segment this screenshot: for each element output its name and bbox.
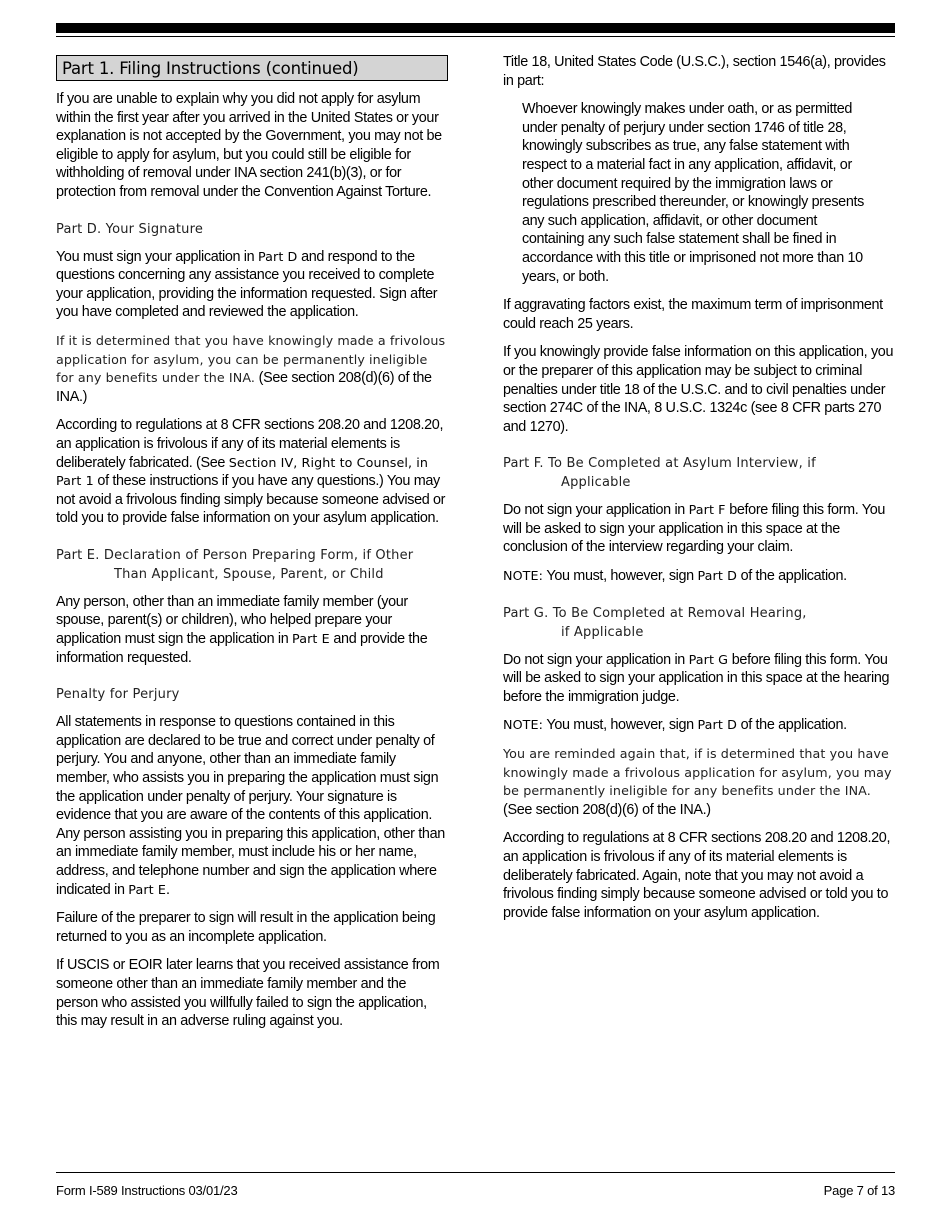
text-run: and provide the information requested. (56, 631, 428, 666)
text-run: Do not sign your application in (503, 502, 689, 519)
part-ref: Part G (688, 651, 729, 667)
header-rule-thin (56, 36, 895, 37)
section-ref: Section IV, Right to Counsel, in Part 1 (56, 454, 429, 489)
frivolous-warning-paragraph (56, 332, 448, 406)
part-ref: Part E (128, 881, 166, 897)
text-run: All statements in response to questions contained in this application are declared to be true and correct under penalty of perjury. You and anyone, other than an immediate family member, who assists you in preparing the application must sign the application under penalty of perjury. Your signature is evidence that you are aware of the contents of this application. Any person assisting you in preparing this application, other than an immediate family member, must include his or her name, address, and telephone number and sign the application where indicated in (56, 714, 445, 898)
header-rule-thick (56, 23, 895, 33)
part-ref: Part F (688, 502, 726, 518)
perjury-paragraph-2: Failure of the preparer to sign will result in the application being returned to you as an incomplete application. (56, 910, 436, 945)
heading-line: if Applicable (561, 624, 644, 640)
right-column (503, 53, 895, 932)
frivolous-warning: If it is determined that you have knowingly made a frivolous application for asylum, you can be permanently ineligible for any benefits under the INA. (56, 332, 446, 386)
perjury-paragraph-1 (56, 713, 448, 899)
text-run: before filing this form. You will be asked to sign your application in this space at the conclusion of the interview regarding your claim. (503, 502, 886, 556)
heading-line: Part E. Declaration of Person Preparing Form, if Other (56, 547, 414, 563)
false-info-paragraph: If you knowingly provide false information on this application, you or the preparer of this application may be subject to criminal penalties under title 18 of the U.S.C. and to civil penalties under section 274C of the INA, 8 U.S.C. 1324c (see 8 CFR parts 270 and 1270). (503, 344, 894, 435)
part-g-paragraph (503, 651, 895, 707)
note-paragraph (503, 567, 895, 586)
text-run: (See section 208(d)(6) of the INA.) (56, 370, 432, 405)
note-label: NOTE: (503, 568, 544, 584)
note-paragraph (503, 716, 895, 735)
perjury-paragraph-3: If USCIS or EOIR later learns that you received assistance from someone other than an immediate family member and the person who assisted you willfully failed to sign the application, this may result in an adverse ruling against you. (56, 957, 440, 1030)
text-run: You must, however, sign (543, 568, 698, 585)
text-run: (See section 208(d)(6) of the INA.) (503, 801, 711, 818)
part-d-paragraph-3 (56, 416, 448, 528)
left-column (56, 55, 448, 1041)
text-run: According to regulations at 8 CFR sections 208.20 and 1208.20, an application is frivolous if any of its material elements is deliberately fabricated. (See (56, 417, 444, 471)
heading-line: Applicable (561, 475, 631, 491)
text-run: You must sign your application in (56, 248, 258, 265)
text-run: of these instructions if you have any questions.) You may not avoid a frivolous finding simply because someone advised or told you to provide false information on your asylum application. (56, 473, 446, 527)
intro-paragraph: If you are unable to explain why you did not apply for asylum within the first year after you arrived in the United States or your explanation is not accepted by the Government, you may not be eligible to apply for asylum, but you could still be eligible for withholding of removal under INA section 241(b)(3), or for protection from removal under the Convention Against Torture. (56, 91, 442, 200)
part-e-paragraph (56, 593, 448, 667)
title18-intro: Title 18, United States Code (U.S.C.), section 1546(a), provides in part: (503, 54, 886, 89)
heading-line: Part F. To Be Completed at Asylum Interview, if (503, 456, 816, 472)
footer-rule (56, 1172, 895, 1173)
final-paragraph: According to regulations at 8 CFR sections 208.20 and 1208.20, an application is frivolous if any of its material elements is deliberately fabricated. Again, note that you may not avoid a frivolous finding simply because someone advised or told you to provide false information on your asylum application. (503, 830, 891, 921)
text-run: and respond to the questions concerning any assistance you received to complete your application, providing the information requested. Sign after you have completed and reviewed the application. (56, 248, 438, 321)
heading-line: Part G. To Be Completed at Removal Hearing, (503, 605, 807, 621)
text-run: You must, however, sign (543, 717, 698, 734)
part-ref: Part D (257, 248, 298, 264)
text-run: . (165, 881, 170, 898)
part-d-heading: Part D. Your Signature (56, 221, 204, 237)
part-f-heading (503, 454, 895, 492)
section-title-box: Part 1. Filing Instructions (continued) (56, 55, 448, 81)
part-ref: Part D (697, 568, 737, 584)
part-g-heading (503, 604, 895, 642)
text-run: Any person, other than an immediate family member (your spouse, parent(s) or children), who helped prepare your application must sign the application in (56, 593, 408, 648)
footer-form-id: Form I-589 Instructions 03/01/23 (56, 1183, 238, 1198)
title18-quote: Whoever knowingly makes under oath, or as permitted under penalty of perjury under section 1746 of title 28, knowingly subscribes as true, any false statement with respect to a material fact in any application, affidavit, or other document required by the immigration laws or regulations prescribed thereunder, or knowingly presents any such application, affidavit, or other document containing any such false statement shall be fined in accordance with this title or imprisoned not more than 10 years, or both. (522, 101, 864, 285)
note-label: NOTE: (503, 717, 544, 733)
aggravating-paragraph: If aggravating factors exist, the maximum term of imprisonment could reach 25 years. (503, 297, 883, 332)
reminder-paragraph (503, 745, 895, 819)
text-run: Do not sign your application in (503, 651, 689, 668)
text-run: of the application. (736, 568, 847, 585)
part-d-paragraph-1 (56, 248, 448, 322)
part-e-heading (56, 546, 448, 584)
text-run: before filing this form. You will be asked to sign your application in this space at the hearing before the immigration judge. (503, 651, 890, 705)
part-ref: Part E (292, 631, 330, 647)
text-run: of the application. (736, 717, 847, 734)
part-f-paragraph (503, 501, 895, 557)
footer-page-number: Page 7 of 13 (823, 1183, 895, 1198)
heading-line: Than Applicant, Spouse, Parent, or Child (114, 566, 384, 582)
perjury-heading: Penalty for Perjury (56, 687, 180, 703)
part-ref: Part D (697, 717, 737, 733)
frivolous-warning: You are reminded again that, if is determined that you have knowingly made a frivolous application for asylum, you may be permanently ineligible for any benefits under the INA. (503, 746, 892, 799)
